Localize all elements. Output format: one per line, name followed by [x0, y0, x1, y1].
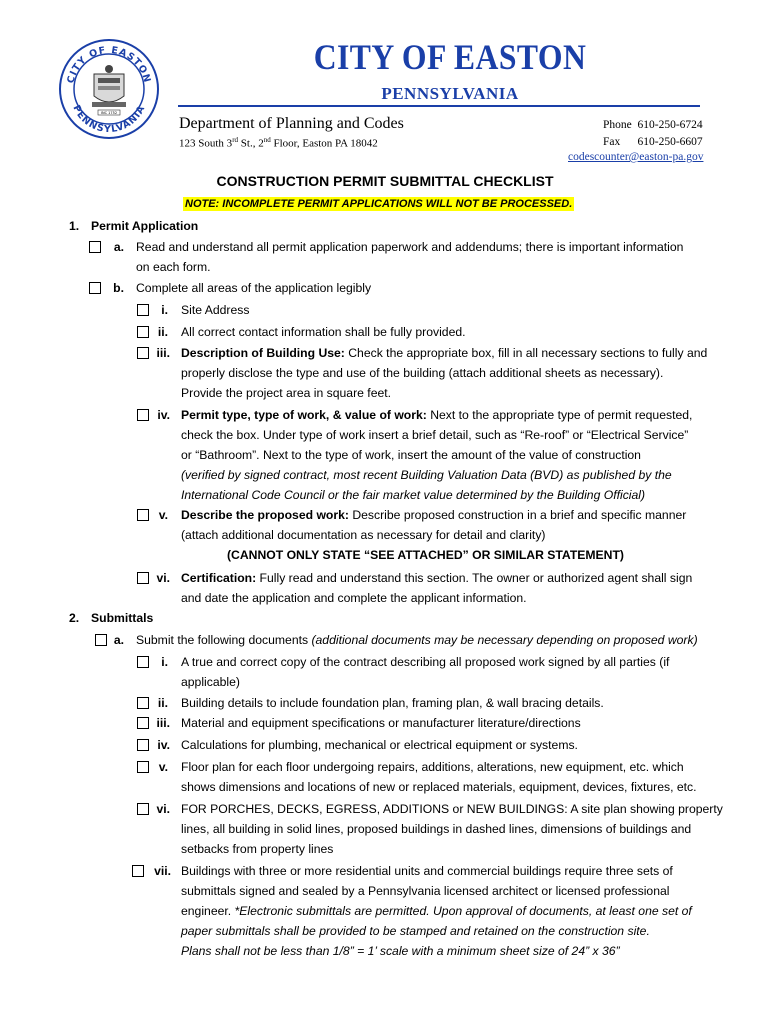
item-1b-v-line1 — [181, 508, 686, 522]
item-1b-label: b. — [113, 281, 124, 295]
item-2a-vii-line2: submittals signed and sealed by a Pennsylvania licensed architect or licensed professional — [181, 884, 670, 898]
item-2a-vii-line4: paper submittals shall be provided to be stamped and retained on the construction site. — [181, 924, 650, 938]
checkbox-1b-vi[interactable] — [137, 572, 149, 584]
item-1b-iv-line5: International Code Council or the fair market value determined by the Building Official) — [181, 488, 646, 502]
checkbox-2a-iii[interactable] — [137, 717, 149, 729]
item-2a-italic: (additional documents may be necessary depending on proposed work) — [311, 633, 698, 647]
section-2-number: 2. — [69, 611, 80, 625]
state-title: PENNSYLVANIA — [381, 84, 519, 103]
svg-text:INC 1752: INC 1752 — [100, 111, 118, 115]
item-1b-iii-line3: Provide the project area in square feet. — [181, 386, 392, 400]
department-address: 123 South 3rd St., 2nd Floor, Easton PA 18042 — [179, 136, 378, 150]
checkbox-1b-iii[interactable] — [137, 347, 149, 359]
department-name: Department of Planning and Codes — [179, 115, 404, 132]
item-1a-label: a. — [113, 240, 124, 254]
item-1b-vi-line2: and date the application and complete the applicant information. — [181, 591, 527, 605]
item-1b-v-line2: (attach additional documentation as necessary for detail and clarity) — [181, 528, 546, 542]
fax-label: Fax — [603, 136, 621, 148]
item-2a-vi-line3: setbacks from property lines — [181, 842, 334, 856]
item-1b-vi-line1 — [181, 571, 692, 585]
item-1b-i-label: i. — [161, 303, 168, 317]
item-1b-ii-label: ii. — [157, 325, 168, 339]
item-2a-v-line2: shows dimensions and locations of new or replaced materials, equipment, devices, fixtures, etc. — [181, 780, 697, 794]
item-1b-iv-rest: Next to the appropriate type of permit requested, — [426, 408, 693, 422]
item-1a-line1: Read and understand all permit application paperwork and addendums; there is important information — [136, 240, 684, 254]
checkbox-2a[interactable] — [95, 634, 107, 646]
item-1b-iv-line1 — [181, 408, 692, 422]
item-2a-vii-line3-italic: *Electronic submittals are permitted. Upon approval of documents, at least one set of — [234, 904, 692, 918]
item-2a-v-label: v. — [158, 760, 168, 774]
item-1b-iv-line4: (verified by signed contract, most recent Building Valuation Data (BVD) as published by the — [181, 468, 672, 482]
item-1b-v-rest: Describe proposed construction in a brief and specific manner — [348, 508, 687, 522]
item-2a-vii-line3 — [181, 904, 692, 918]
svg-text:CITY OF EASTON: CITY OF EASTON — [65, 44, 153, 85]
item-2a-line1 — [136, 633, 698, 647]
item-1b-ii-text: All correct contact information shall be fully provided. — [181, 325, 466, 339]
item-1b-iii-rest: Check the appropriate box, fill in all necessary sections to fully and — [344, 346, 708, 360]
item-2a-vii-line5: Plans shall not be less than 1/8” = 1’ scale with a minimum sheet size of 24” x 36” — [181, 944, 620, 958]
item-1b-iii-line2: properly disclose the type and use of the building (attach additional sheets as necessary). — [181, 366, 664, 380]
email-link[interactable]: codescounter@easton-pa.gov — [568, 151, 704, 163]
item-1b-line1: Complete all areas of the application legibly — [136, 281, 372, 295]
item-1b-iii-label: iii. — [156, 346, 170, 360]
item-1b-iii-line1 — [181, 346, 707, 360]
item-2a-vi-label: vi. — [156, 802, 170, 816]
item-2a-i-line1: A true and correct copy of the contract describing all proposed work signed by all parties (if — [181, 655, 670, 669]
item-1b-iv-label: iv. — [157, 408, 170, 422]
checkbox-1b[interactable] — [89, 282, 101, 294]
section-1-number: 1. — [69, 219, 80, 233]
item-1a-line2: on each form. — [136, 260, 211, 274]
section-1-heading: Permit Application — [91, 219, 199, 233]
item-2a-ii-text: Building details to include foundation plan, framing plan, & wall bracing details. — [181, 696, 604, 710]
warning-note: NOTE: INCOMPLETE PERMIT APPLICATIONS WILL NOT BE PROCESSED. — [185, 198, 573, 210]
checkbox-1b-iv[interactable] — [137, 409, 149, 421]
item-2a-vii-line3-plain: engineer. — [181, 904, 235, 918]
phone-line — [603, 119, 703, 131]
item-1b-vi-bold: Certification: — [181, 571, 257, 585]
item-2a-iv-text: Calculations for plumbing, mechanical or electrical equipment or systems. — [181, 738, 578, 752]
checkbox-2a-vii[interactable] — [132, 865, 144, 877]
city-title: CITY OF EASTON — [313, 37, 587, 77]
item-2a-v-line1: Floor plan for each floor undergoing repairs, additions, alterations, new equipment, etc. which — [181, 760, 684, 774]
fax-number: 610-250-6607 — [637, 136, 703, 148]
checkbox-1b-ii[interactable] — [137, 326, 149, 338]
item-1b-vi-rest: Fully read and understand this section. The owner or authorized agent shall sign — [256, 571, 693, 585]
item-2a-vi-line1: FOR PORCHES, DECKS, EGRESS, ADDITIONS or NEW BUILDINGS: A site plan showing property — [181, 802, 723, 816]
checkbox-2a-iv[interactable] — [137, 739, 149, 751]
item-2a-ii-label: ii. — [157, 696, 168, 710]
checkbox-2a-vi[interactable] — [137, 803, 149, 815]
item-1b-v-bold: Describe the proposed work: — [181, 508, 349, 522]
svg-text:PENNSYLVANIA: PENNSYLVANIA — [70, 103, 148, 136]
item-1b-v-caps: (CANNOT ONLY STATE “SEE ATTACHED” OR SIMILAR STATEMENT) — [227, 548, 624, 562]
item-2a-text: Submit the following documents — [136, 633, 312, 647]
checkbox-2a-i[interactable] — [137, 656, 149, 668]
checkbox-1a[interactable] — [89, 241, 101, 253]
phone-label: Phone — [603, 119, 632, 131]
item-2a-iii-label: iii. — [156, 716, 170, 730]
checkbox-2a-v[interactable] — [137, 761, 149, 773]
item-2a-i-line2: applicable) — [181, 675, 240, 689]
item-1b-iv-bold: Permit type, type of work, & value of work: — [181, 408, 427, 422]
item-2a-iii-text: Material and equipment specifications or manufacturer literature/directions — [181, 716, 581, 730]
item-1b-iii-bold: Description of Building Use: — [181, 346, 345, 360]
item-2a-vi-line2: lines, all building in solid lines, proposed buildings in dashed lines, dimensions of buildings and — [181, 822, 692, 836]
section-2-heading: Submittals — [91, 611, 154, 625]
item-2a-iv-label: iv. — [157, 738, 170, 752]
item-1b-vi-label: vi. — [156, 571, 170, 585]
item-1b-iv-line2: check the box. Under type of work insert a brief detail, such as “Re-roof” or “Electrical Service” — [181, 428, 689, 442]
item-2a-label: a. — [113, 633, 124, 647]
item-2a-i-label: i. — [161, 655, 168, 669]
item-2a-vii-line1: Buildings with three or more residential units and commercial buildings require three sets of — [181, 864, 673, 878]
checkbox-1b-i[interactable] — [137, 304, 149, 316]
item-1b-iv-line3: or “Bathroom”. Next to the type of work, insert the amount of the value of construction — [181, 448, 641, 462]
header-divider — [178, 105, 700, 107]
checklist-title: CONSTRUCTION PERMIT SUBMITTAL CHECKLIST — [216, 173, 554, 189]
checkbox-2a-ii[interactable] — [137, 697, 149, 709]
phone-number: 610-250-6724 — [637, 119, 703, 131]
item-1b-i-text: Site Address — [181, 303, 250, 317]
checkbox-1b-v[interactable] — [137, 509, 149, 521]
item-1b-v-label: v. — [158, 508, 168, 522]
item-2a-vii-label: vii. — [154, 864, 171, 878]
fax-line — [603, 136, 703, 148]
city-seal-logo — [58, 38, 160, 140]
